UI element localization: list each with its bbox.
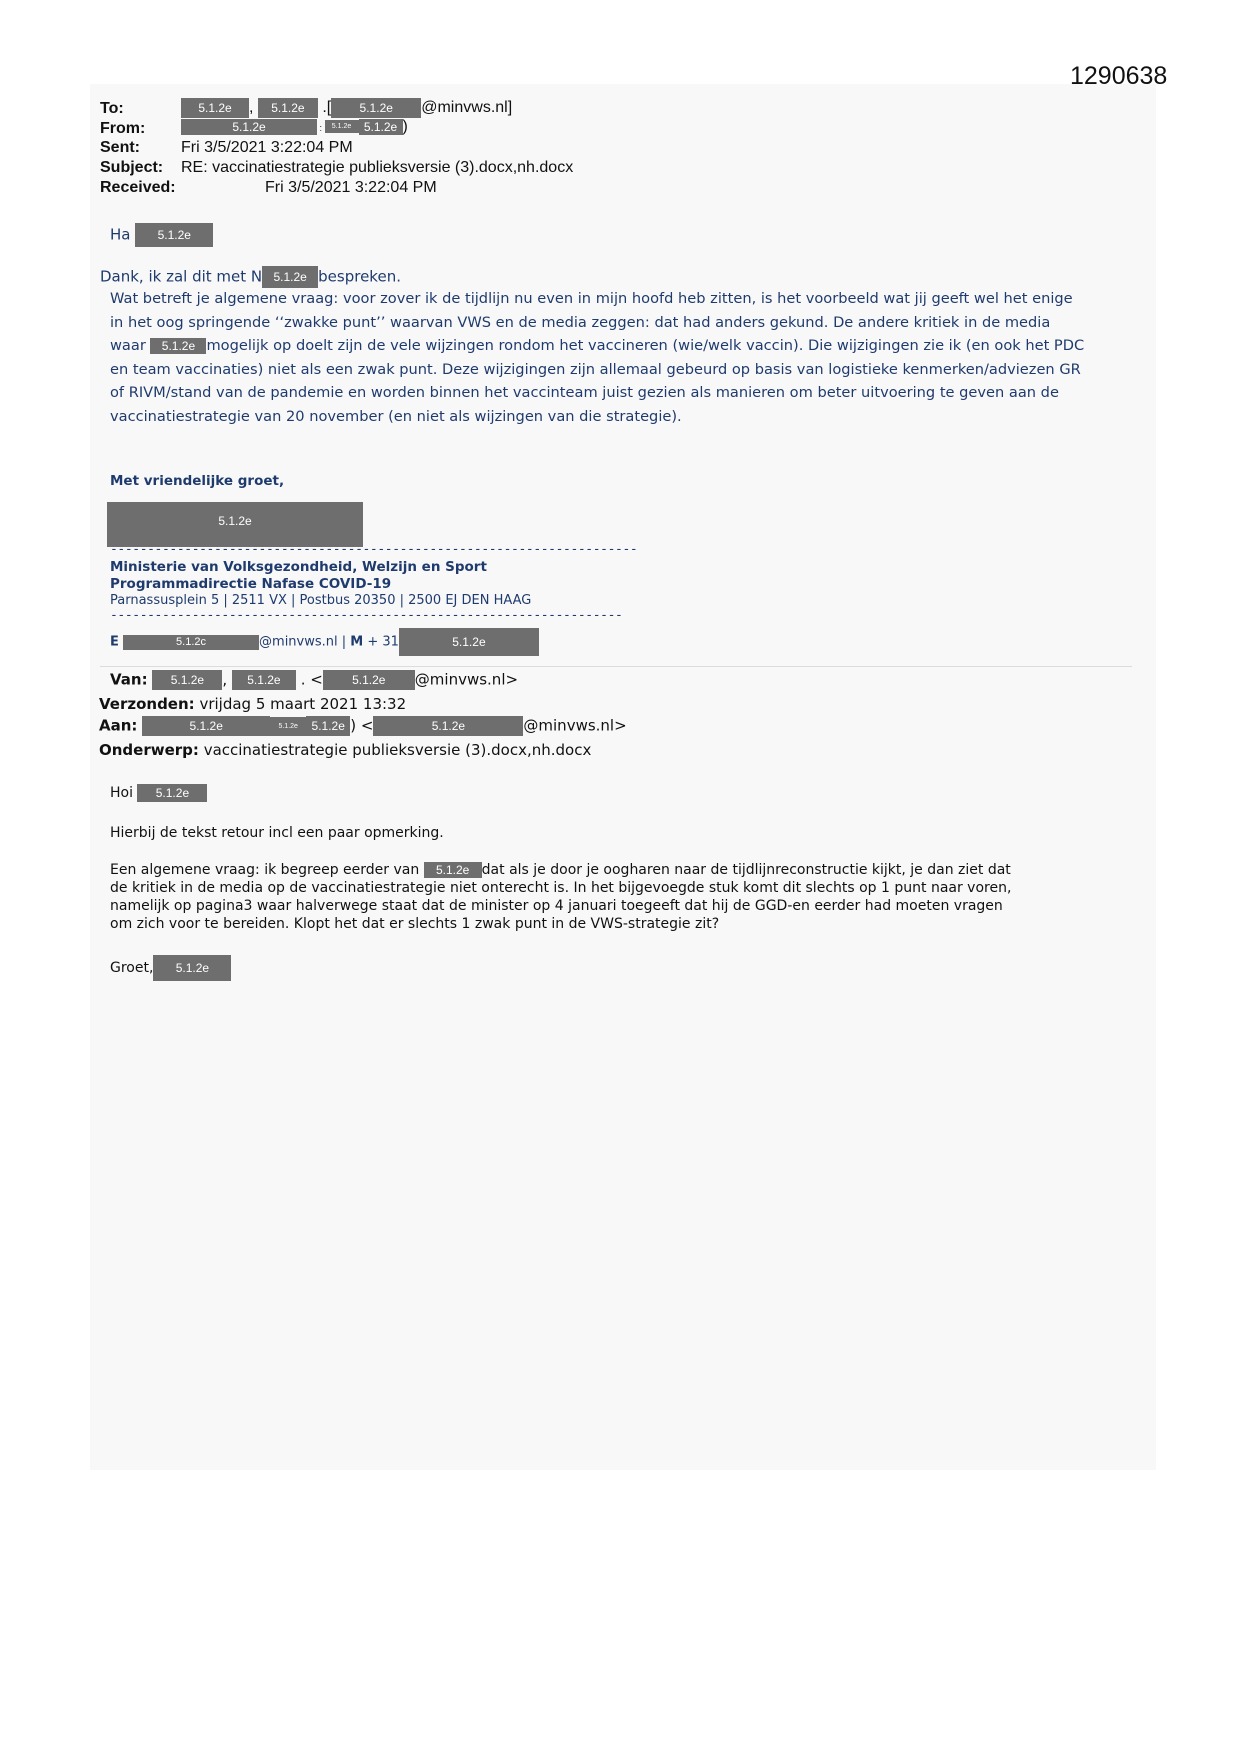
redaction: 5.1.2c — [123, 635, 259, 650]
email-domain: @minvws.nl | — [259, 634, 347, 650]
redaction: 5.1.2e — [181, 98, 249, 118]
from-label: From: — [100, 120, 146, 137]
separator-line — [100, 666, 1132, 667]
message-line1: Hierbij de tekst retour incl een paar opmerking. — [110, 825, 444, 841]
redaction: 5.1.2e — [258, 98, 318, 118]
signature-org: Ministerie van Volksgezondheid, Welzijn en Sport — [110, 559, 487, 575]
signature-address: Parnassusplein 5 | 2511 VX | Postbus 20350 | 2500 EJ DEN HAAG — [110, 593, 532, 608]
signature-divider: --------------------------------------------------------------------- — [110, 608, 623, 623]
redaction: 5.1.2e — [424, 862, 482, 878]
redaction: 5.1.2e — [270, 717, 306, 736]
reply-line1: Dank, ik zal dit met N 5.1.2e bespreken. — [100, 266, 401, 288]
document-number: 1290638 — [1070, 62, 1168, 90]
subject-label: Subject: — [100, 159, 164, 176]
redaction: 5.1.2e — [262, 266, 318, 288]
redaction: 5.1.2e — [137, 784, 207, 802]
sent-value: Fri 3/5/2021 3:22:04 PM — [181, 139, 353, 156]
subject-value: RE: vaccinatiestrategie publieksversie (3).docx,nh.docx — [181, 159, 574, 176]
redaction: 5.1.2e — [399, 628, 539, 656]
signature-divider: ----------------------------------------------------------------------- — [110, 542, 638, 557]
message-greeting: Hoi 5.1.2e — [110, 784, 207, 802]
aan-row: Aan: 5.1.2e 5.1.2e 5.1.2e ) < 5.1.2e @minvws.nl> — [99, 716, 627, 735]
redaction: 5.1.2e — [142, 716, 270, 736]
from-close: ) — [402, 118, 408, 135]
message-closing: Groet, 5.1.2e — [110, 955, 231, 981]
to-label: To: — [100, 100, 124, 117]
van-row: Van: 5.1.2e , 5.1.2e . < 5.1.2e @minvws.nl> — [110, 670, 519, 689]
redaction: 5.1.2e — [153, 955, 231, 981]
to-domain: @minvws.nl] — [421, 99, 513, 117]
redaction: 5.1.2e — [135, 223, 213, 247]
verzonden-row: Verzonden: vrijdag 5 maart 2021 13:32 — [99, 695, 407, 713]
redaction: 5.1.2e — [323, 670, 415, 690]
received-value: Fri 3/5/2021 3:22:04 PM — [265, 179, 437, 196]
message-paragraph: Een algemene vraag: ik begreep eerder van 5.1.2e dat als je door je oogharen naar de tijdlijnreconstructie kijkt, je dan ziet dat de kritiek in de media op de vaccinatiestrategie niet onterecht is. In het bijgevoegde stuk komt dit slechts op 1 punt naar voren, namelijk op pagina3 waar halverwege staat dat de minister op 4 januari toegeeft dat hij de GGD-en eerder had moeten vragen om zich voor te bereiden. Klopt het dat er slechts 1 zwak punt in de VWS-strategie zit? — [110, 862, 1012, 932]
redaction: 5.1.2e — [359, 119, 403, 135]
redaction: 5.1.2e — [325, 120, 359, 133]
signature-closing: Met vriendelijke groet, — [110, 473, 285, 489]
received-label: Received: — [100, 179, 176, 196]
sent-label: Sent: — [100, 139, 140, 156]
redaction: 5.1.2e — [181, 119, 317, 135]
onderwerp-row: Onderwerp: vaccinatiestrategie publieksversie (3).docx,nh.docx — [99, 741, 592, 759]
signature-name-redaction: 5.1.2e — [107, 502, 363, 542]
redaction: 5.1.2e — [232, 670, 296, 690]
redaction: 5.1.2e — [306, 716, 350, 736]
reply-paragraph: Wat betreft je algemene vraag: voor zover ik de tijdlijn nu even in mijn hoofd heb zitten, is het voorbeeld wat jij geeft wel het enige in het oog springende ‘‘zwakke punt’’ waarvan VWS en de media zeggen: dat had anders gekund. De andere kritiek in de media waar 5.1.2e mogelijk op doelt zijn de vele wijzingen rondom het vaccineren (wie/welk vaccin). Die wijzigingen zie ik (en ook het PDC en team vaccinaties) niet als een zwak punt. Deze wijzigingen zijn allemaal gebeurd op basis van logistieke kenmerken/adviezen GR of RIVM/stand van de pandemie en worden binnen het vaccinteam juist gezien als manieren om beter uitvoering te geven aan de vaccinatiestrategie van 20 november (en niet als wijzingen van die strategie). — [110, 290, 1085, 425]
redaction: 5.1.2e — [150, 338, 206, 354]
redaction: 5.1.2e — [373, 716, 523, 736]
redaction: 5.1.2e — [331, 98, 421, 118]
from-row: 5.1.2e : 5.1.2e 5.1.2e ) — [181, 118, 408, 136]
redaction: 5.1.2e — [152, 670, 222, 690]
signature-contact: E 5.1.2c @minvws.nl | M + 31 5.1.2e — [110, 628, 539, 656]
signature-dept: Programmadirectie Nafase COVID-19 — [110, 576, 392, 592]
reply-greeting: Ha 5.1.2e — [110, 223, 213, 247]
to-row: 5.1.2e , 5.1.2e .[ 5.1.2e @minvws.nl] — [181, 98, 512, 118]
